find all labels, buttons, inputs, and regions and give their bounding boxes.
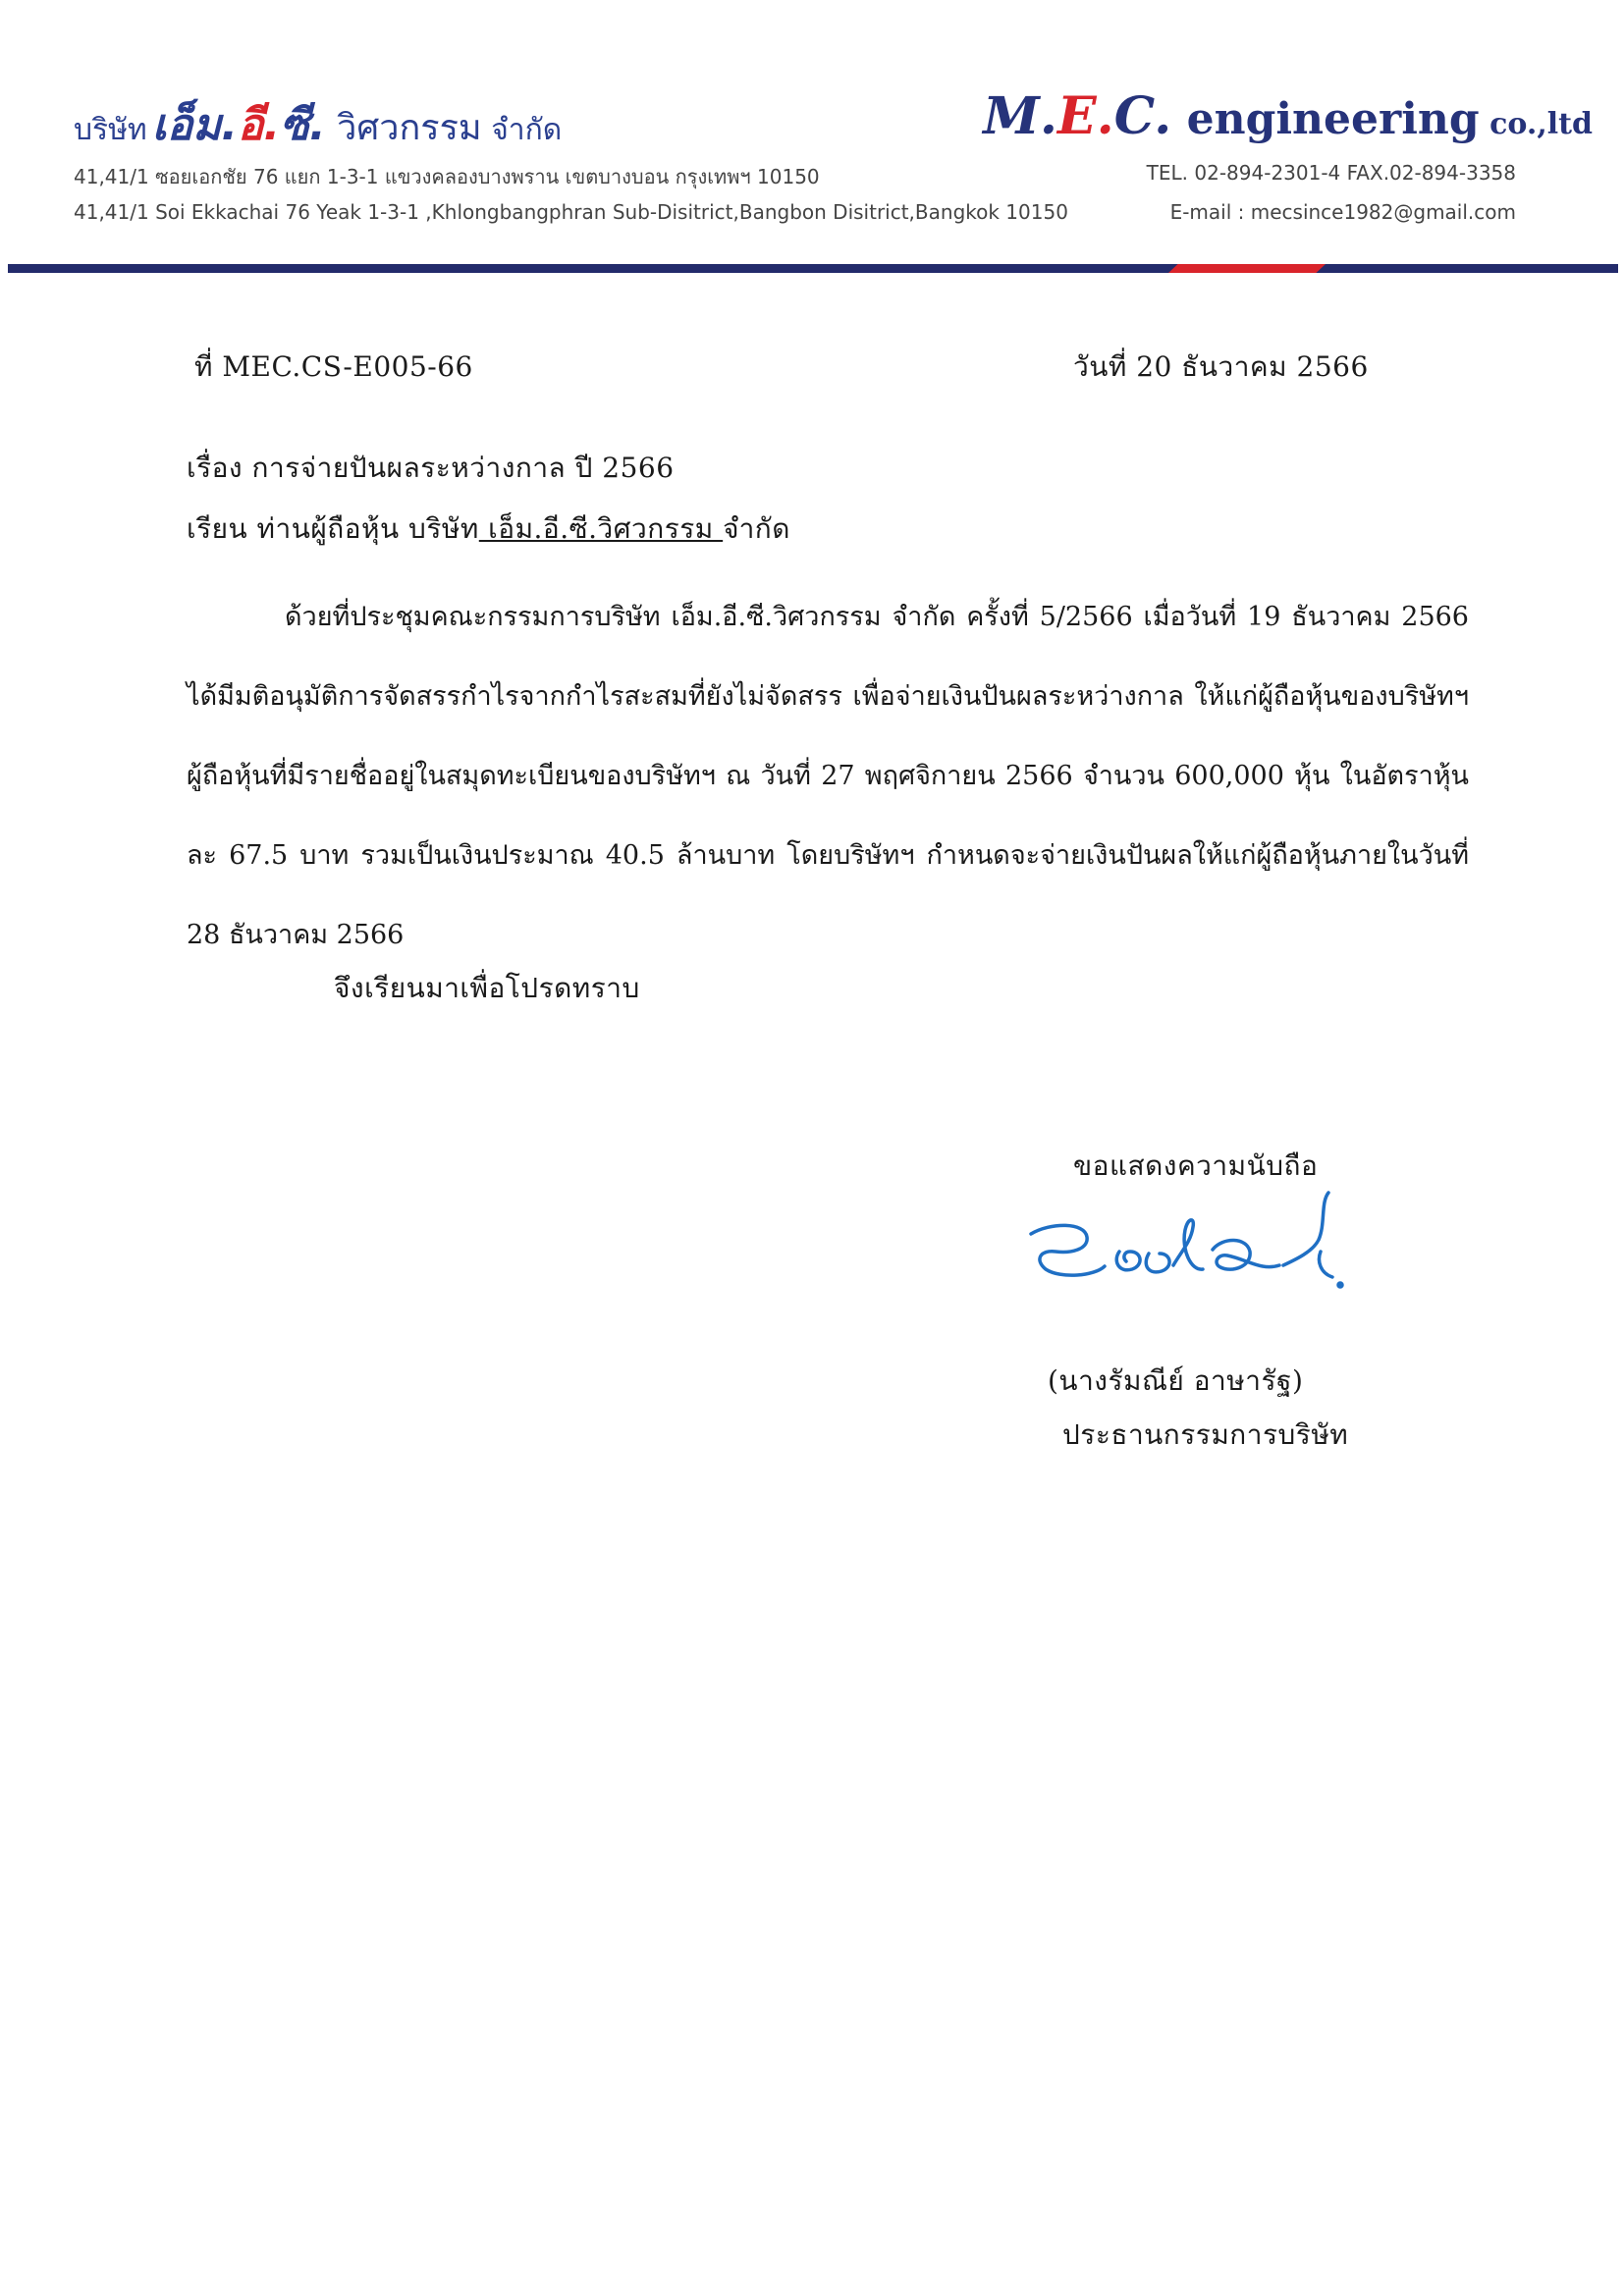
address-english: 41,41/1 Soi Ekkachai 76 Yeak 1-3-1 ,Khlongbangphran Sub-Disitrict,Bangbon Disitrict,Bangkok 10150 (74, 200, 1068, 224)
signer-name: (นางรัมณีย์ อาษารัฐ) (1048, 1364, 1304, 1397)
letter-closing: จึงเรียนมาเพื่อโปรดทราบ (334, 972, 640, 1004)
company-brand-thai: เอ็ม.อี.ซี. (151, 100, 326, 150)
header-divider-accent (1168, 264, 1326, 273)
reference-number: ที่ MEC.CS-E005-66 (194, 350, 473, 383)
company-prefix: บริษัท (74, 113, 147, 147)
letter-subject: เรื่อง การจ่ายปันผลระหว่างกาล ปี 2566 (187, 452, 675, 484)
email-address: E-mail : mecsince1982@gmail.com (1169, 200, 1516, 224)
company-logo-english: M.E.C. engineering co.,ltd (983, 86, 1593, 146)
company-name-word: วิศวกรรม (325, 108, 482, 148)
address-thai: 41,41/1 ซอยเอกชัย 76 แยก 1-3-1 แขวงคลองบางพราน เขตบางบอน กรุงเทพฯ 10150 (74, 165, 820, 188)
signature (1026, 1183, 1360, 1301)
recipient-company: เอ็ม.อี.ซี.วิศวกรรม (478, 512, 724, 545)
company-suffix: จำกัด (481, 113, 563, 147)
letter-recipient: เรียน ท่านผู้ถือหุ้น บริษัท เอ็ม.อี.ซี.วิศวกรรม จำกัด (187, 512, 790, 545)
letter-date: วันที่ 20 ธันวาคม 2566 (1073, 350, 1369, 383)
header-divider (8, 264, 1618, 273)
company-name-thai (74, 90, 562, 159)
phone-fax: TEL. 02-894-2301-4 FAX.02-894-3358 (1146, 161, 1516, 185)
signer-title: ประธานกรรมการบริษัท (1062, 1418, 1349, 1451)
letter-body: ด้วยที่ประชุมคณะกรรมการบริษัท เอ็ม.อี.ซี.วิศวกรรม จำกัด ครั้งที่ 5/2566 เมื่อวันที่ 19 ธันวาคม 2566 ได้มีมติอนุมัติการจัดสรรกำไรจากกำไรสะสมที่ยังไม่จัดสรร เพื่อจ่ายเงินปันผลระหว่างกาล ให้แก่ผู้ถือหุ้นของบริษัทฯ ผู้ถือหุ้นที่มีรายชื่ออยู่ในสมุดทะเบียนของบริษัทฯ ณ วันที่ 27 พฤศจิกายน 2566 จำนวน 600,000 หุ้น ในอัตราหุ้นละ 67.5 บาท รวมเป็นเงินประมาณ 40.5 ล้านบาท โดยบริษัทฯ กำหนดจะจ่ายเงินปันผลให้แก่ผู้ถือหุ้นภายในวันที่ 28 ธันวาคม 2566 (187, 602, 1469, 950)
regards: ขอแสดงความนับถือ (1073, 1149, 1319, 1182)
